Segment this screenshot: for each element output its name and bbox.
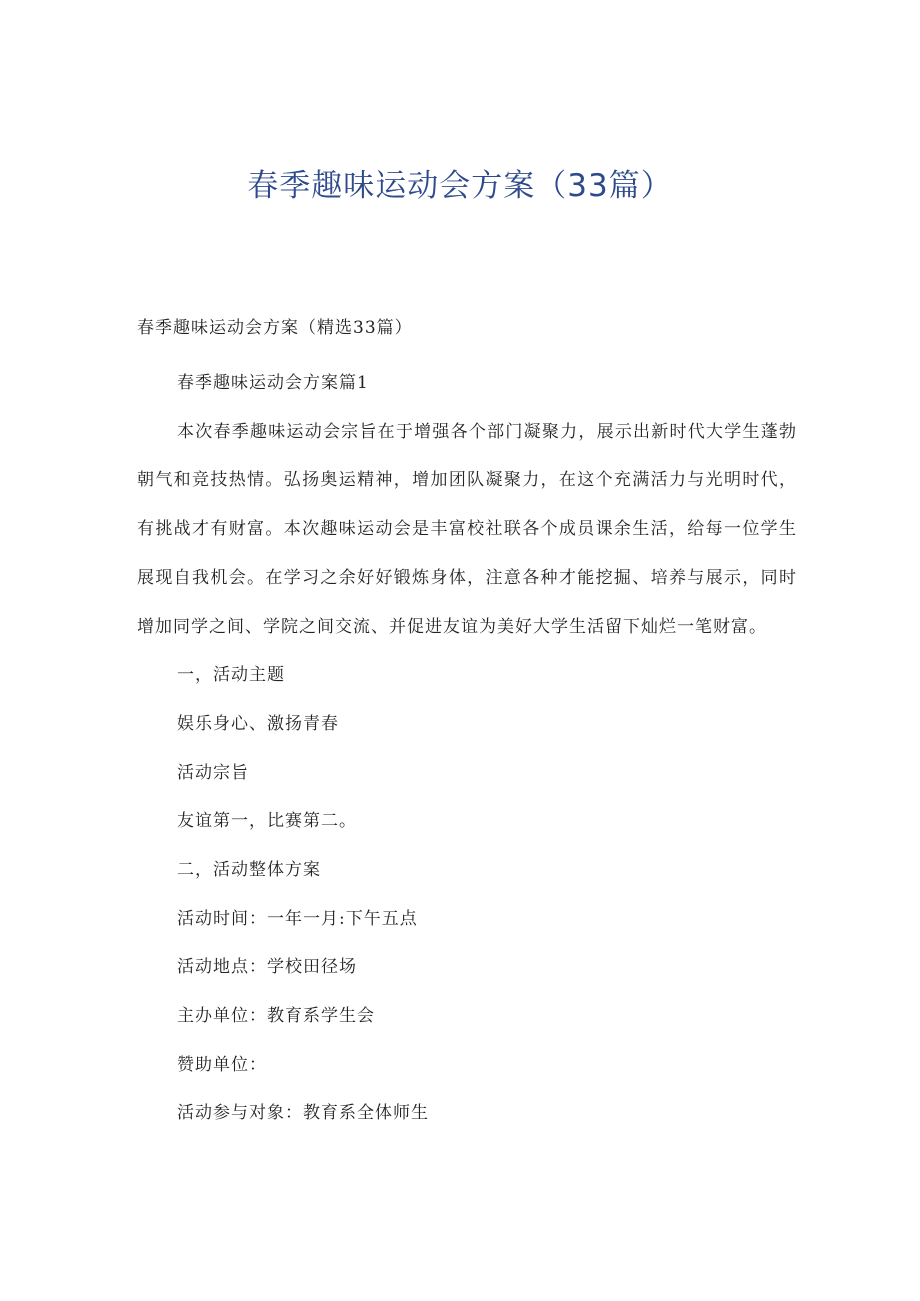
body-line: 主办单位：教育系学生会: [177, 1006, 375, 1027]
body-line: 活动地点：学校田径场: [177, 957, 357, 978]
body-line: 活动宗旨: [177, 762, 249, 783]
document-body: [137, 359, 797, 1138]
body-line: 一，活动主题: [177, 665, 285, 686]
body-line: 二，活动整体方案: [177, 859, 321, 880]
body-line: 友谊第一，比赛第二。: [177, 811, 357, 832]
section-heading: 春季趣味运动会方案篇1: [177, 373, 369, 393]
body-line: 活动参与对象：教育系全体师生: [177, 1103, 429, 1124]
body-line: 赞助单位：: [177, 1054, 267, 1075]
body-line: 娱乐身心、激扬青春: [177, 713, 339, 734]
intro-paragraph: 本次春季趣味运动会宗旨在于增强各个部门凝聚力，展示出新时代大学生蓬勃朝气和竞技热情。弘扬奥运精神，增加团队凝聚力，在这个充满活力与光明时代，有挑战才有财富。本次趣味运动会是丰富校社联各个成员课余生活，给每一位学生展现自我机会。在学习之余好好锻炼身体，注意各种才能挖掘、培养与展示，同时增加同学之间、学院之间交流、并促进友谊为美好大学生活留下灿烂一笔财富。: [137, 421, 797, 637]
document-subtitle: 春季趣味运动会方案（精选33篇）: [137, 318, 413, 338]
document-title: 春季趣味运动会方案（33篇）: [247, 168, 673, 204]
body-line: 活动时间：一年一月:下午五点: [177, 908, 418, 929]
